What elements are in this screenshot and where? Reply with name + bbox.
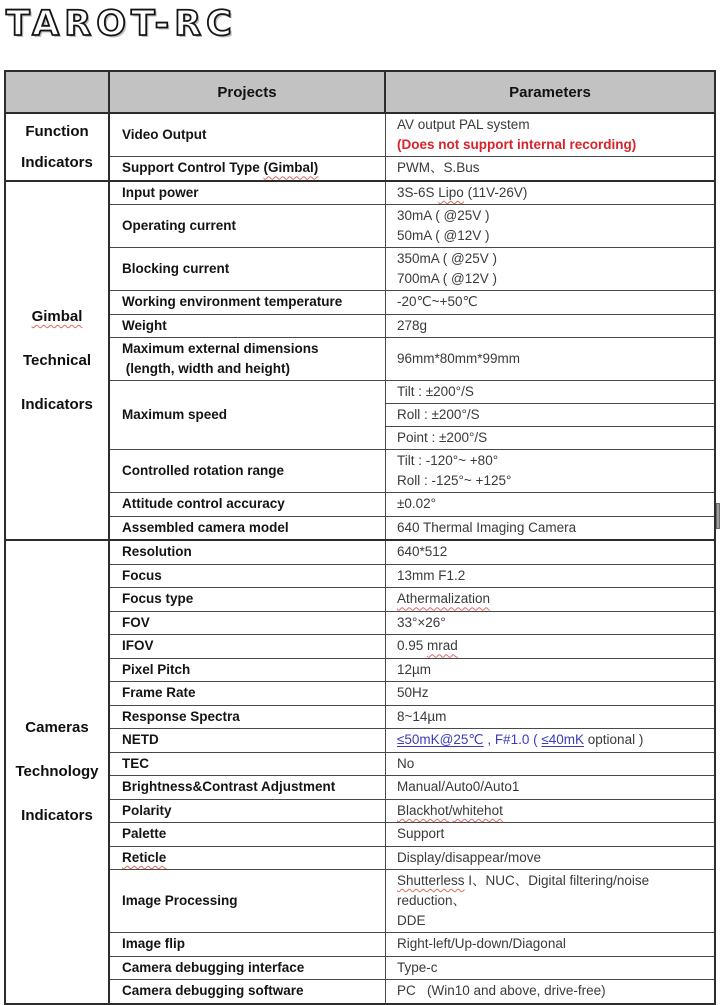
parameter-line [397, 316, 710, 336]
text-segment: Athermalization [397, 591, 491, 607]
text-segment: Indicators [21, 807, 93, 825]
project-cell [110, 753, 386, 776]
text-segment: Lipo [438, 184, 464, 200]
project-line [122, 183, 381, 203]
text-segment: Tilt : ±200°/S [397, 384, 474, 399]
project-cell [110, 957, 386, 980]
project-cell [110, 635, 386, 658]
text-segment: Working environment temperature [122, 294, 343, 310]
table-row [110, 541, 714, 564]
text-segment: Resolution [122, 544, 192, 560]
text-segment: 640 Thermal Imaging Camera [397, 519, 577, 535]
project-line [122, 824, 381, 844]
parameter-cell [386, 205, 714, 247]
parameter-line [397, 518, 710, 538]
text-segment: Controlled rotation range [122, 463, 284, 478]
text-segment: Tilt : -120°~ +80° [397, 453, 499, 468]
table-row [110, 337, 714, 380]
project-cell [110, 248, 386, 290]
parameter-line [397, 158, 710, 178]
table-row [110, 799, 714, 823]
text-segment: whitehot [452, 802, 503, 818]
parameter-sub-row [386, 381, 714, 403]
text-segment: 350mA ( @25V ) [397, 251, 497, 266]
table-row [110, 846, 714, 870]
parameter-sub-row [386, 403, 714, 426]
text-segment: 30mA ( @25V ) [397, 208, 490, 223]
project-line [122, 958, 381, 978]
text-segment: 700mA ( @12V ) [397, 271, 497, 286]
parameter-line [397, 349, 710, 369]
project-line [122, 981, 381, 1001]
header-projects-cell: Projects [110, 72, 386, 112]
parameter-cell [386, 823, 714, 846]
parameter-line [397, 824, 710, 844]
project-cell [110, 291, 386, 314]
project-line [122, 801, 381, 821]
section-label [6, 182, 110, 540]
text-segment: ≤50mK@25℃ [397, 732, 484, 748]
table-row [110, 516, 714, 540]
text-segment: Input power [122, 184, 199, 200]
table-row [110, 114, 714, 156]
text-segment: 33°×26° [397, 614, 446, 630]
parameter-cell [386, 315, 714, 338]
text-segment: (Gimbal) [263, 160, 319, 176]
text-segment: Roll : -125°~ +125° [397, 473, 512, 488]
parameter-line [397, 292, 710, 312]
text-segment: 12µm [397, 661, 432, 677]
parameter-cell [386, 493, 714, 516]
text-segment: Maximum external dimensions [122, 341, 319, 356]
project-line [122, 359, 381, 379]
section-rows [110, 541, 714, 1003]
parameter-cell [386, 753, 714, 776]
project-line [122, 292, 381, 312]
text-segment: 50mA ( @12V ) [397, 228, 490, 243]
text-segment: Pixel Pitch [122, 661, 191, 677]
project-cell [110, 823, 386, 846]
project-cell [110, 182, 386, 205]
text-segment: Support [397, 826, 445, 842]
parameter-cell [386, 847, 714, 870]
table-row [110, 634, 714, 658]
text-segment: optional ) [584, 732, 644, 748]
project-line [122, 707, 381, 727]
table-row [110, 822, 714, 846]
parameter-line [397, 754, 710, 774]
text-segment: 96mm*80mm*99mm [397, 351, 521, 366]
text-segment: PC (Win10 and above, drive-free) [397, 983, 606, 999]
project-line [122, 848, 381, 868]
project-line [122, 566, 381, 586]
text-segment: AV output PAL system [397, 117, 530, 132]
text-segment: Shutterless [397, 873, 465, 888]
text-segment: 278g [397, 317, 428, 333]
text-segment: (11V-26V) [463, 184, 528, 200]
project-line [122, 518, 381, 538]
section-rows [110, 182, 714, 540]
section-label [6, 114, 110, 180]
parameter-cell [386, 659, 714, 682]
parameter-line [397, 683, 710, 703]
project-cell [110, 682, 386, 705]
text-segment: , F#1.0 ( [483, 732, 542, 748]
parameter-line [397, 730, 710, 750]
text-segment: 0.95 [397, 638, 428, 654]
parameter-line [397, 451, 710, 471]
parameter-line [397, 777, 710, 797]
table-row [110, 752, 714, 776]
project-line [122, 158, 381, 178]
parameter-cell [386, 933, 714, 956]
text-segment: TEC [122, 755, 149, 771]
table-row [110, 492, 714, 516]
text-segment: Blocking current [122, 261, 230, 276]
text-segment: Blackhot [397, 802, 449, 818]
parameter-line [397, 660, 710, 680]
tarot-rc-logo: TAROT-RC [6, 4, 237, 44]
project-cell [110, 205, 386, 247]
table-row [110, 247, 714, 290]
project-cell [110, 980, 386, 1003]
parameter-line [397, 269, 710, 289]
project-cell [110, 847, 386, 870]
parameter-line [397, 934, 710, 954]
text-segment: Right-left/Up-down/Diagonal [397, 936, 566, 952]
project-cell [110, 450, 386, 492]
text-segment: Function [25, 122, 89, 140]
text-segment: Gimbal [31, 307, 83, 325]
project-cell [110, 800, 386, 823]
parameter-line [397, 589, 710, 609]
project-line [122, 754, 381, 774]
parameter-cell [386, 517, 714, 540]
table-row [110, 979, 714, 1003]
table-row [110, 449, 714, 492]
text-segment: 640*512 [397, 544, 448, 560]
text-segment: Support Control Type [122, 160, 264, 176]
header-parameters-cell: Parameters [509, 83, 591, 101]
project-line [122, 542, 381, 562]
project-cell [110, 706, 386, 729]
text-segment: PWM、S.Bus [397, 160, 480, 176]
parameter-cell [386, 114, 714, 156]
parameter-cell [386, 870, 714, 932]
text-segment: / [448, 802, 453, 818]
text-segment: Technology [15, 763, 99, 781]
text-segment: Video Output [122, 127, 207, 142]
parameter-cell [386, 291, 714, 314]
parameter-line [397, 471, 710, 491]
parameter-cell [386, 338, 714, 380]
table-row [110, 728, 714, 752]
project-line [122, 589, 381, 609]
text-segment: Technical [22, 351, 92, 369]
project-cell [110, 157, 386, 180]
text-segment: Operating current [122, 218, 237, 233]
text-segment: mrad [427, 638, 458, 654]
project-line [122, 613, 381, 633]
header-blank-cell [6, 72, 110, 112]
table-header-row [6, 72, 714, 114]
project-cell [110, 114, 386, 156]
text-segment: Manual/Auto0/Auto1 [397, 779, 520, 795]
text-segment: Attitude control accuracy [122, 496, 285, 512]
project-cell [110, 933, 386, 956]
parameter-cell [386, 157, 714, 180]
project-line [122, 494, 381, 514]
text-segment: Brightness&Contrast Adjustment [122, 779, 336, 795]
table-row [110, 204, 714, 247]
project-cell [110, 776, 386, 799]
text-segment: Weight [122, 317, 167, 333]
parameter-line [397, 871, 710, 911]
parameter-cell [386, 248, 714, 290]
parameter-line [397, 206, 710, 226]
text-segment: Indicators [21, 153, 93, 171]
parameter-line [397, 566, 710, 586]
text-segment: Image Processing [122, 893, 238, 908]
text-segment: 3S-6S [397, 184, 439, 200]
parameter-line [397, 249, 710, 269]
text-segment: NETD [122, 732, 159, 748]
table-row [110, 380, 714, 449]
text-segment: Camera debugging interface [122, 959, 305, 975]
project-line [122, 636, 381, 656]
parameter-line [397, 981, 710, 1001]
text-segment: IFOV [122, 638, 154, 654]
text-segment: Maximum speed [122, 407, 228, 422]
parameter-cell [386, 706, 714, 729]
text-segment: Display/disappear/move [397, 849, 542, 865]
text-segment: DDE [397, 913, 426, 928]
text-segment: Type-c [397, 959, 438, 975]
table-row [110, 182, 714, 205]
text-segment: Palette [122, 826, 167, 842]
project-line [122, 934, 381, 954]
parameter-cell [386, 541, 714, 564]
text-segment: 13mm F1.2 [397, 567, 466, 583]
project-line [122, 777, 381, 797]
parameter-cell [386, 588, 714, 611]
parameter-line [397, 135, 710, 155]
text-segment: Indicators [21, 395, 93, 413]
project-cell [110, 729, 386, 752]
text-segment: No [397, 755, 415, 771]
project-line [122, 891, 381, 911]
project-line [122, 259, 381, 279]
parameter-line [397, 636, 710, 656]
project-cell [110, 659, 386, 682]
table-row [110, 314, 714, 338]
parameter-cell [386, 381, 714, 449]
text-segment: (Does not support internal recording) [397, 137, 637, 152]
table-row [110, 705, 714, 729]
parameter-cell [386, 980, 714, 1003]
project-cell [110, 338, 386, 380]
table-row [110, 587, 714, 611]
parameter-cell [386, 182, 714, 205]
text-segment: 8~14µm [397, 708, 447, 724]
section-label [6, 541, 110, 1003]
parameter-cell [386, 776, 714, 799]
table-row [110, 932, 714, 956]
parameter-cell [386, 565, 714, 588]
project-line [122, 730, 381, 750]
text-segment: -20℃~+50℃ [397, 294, 478, 310]
table-row [110, 956, 714, 980]
parameter-line [397, 183, 710, 203]
parameter-cell [386, 635, 714, 658]
parameter-cell [386, 450, 714, 492]
project-cell [110, 381, 386, 449]
parameter-line [397, 613, 710, 633]
project-line [122, 216, 381, 236]
project-cell [110, 315, 386, 338]
parameter-line [397, 707, 710, 727]
text-segment: Focus type [122, 591, 194, 607]
project-cell [110, 517, 386, 540]
text-segment: (length, width and height) [122, 361, 290, 376]
parameter-line [397, 801, 710, 821]
section-function-indicators [6, 114, 714, 180]
text-segment: Reticle [122, 849, 167, 865]
parameter-cell [386, 729, 714, 752]
table-row [110, 611, 714, 635]
table-row [110, 564, 714, 588]
parameter-cell [386, 612, 714, 635]
text-segment: ≤40mK [541, 732, 585, 748]
text-segment: Assembled camera model [122, 519, 289, 535]
table-row [110, 681, 714, 705]
parameter-line [397, 226, 710, 246]
table-row [110, 290, 714, 314]
spec-table-body [6, 114, 714, 1003]
section-cameras-technology-indicators [6, 539, 714, 1003]
project-line [122, 660, 381, 680]
text-segment: Frame Rate [122, 685, 196, 701]
table-row [110, 658, 714, 682]
parameter-cell [386, 682, 714, 705]
text-segment: Cameras [25, 719, 89, 737]
spec-table [4, 70, 716, 1005]
parameter-line [397, 494, 710, 514]
text-segment: Polarity [122, 802, 172, 818]
project-cell [110, 565, 386, 588]
project-line [122, 405, 381, 425]
project-cell [110, 493, 386, 516]
text-segment: ±0.02° [397, 496, 437, 512]
parameter-sub-row [386, 426, 714, 449]
text-segment: Camera debugging software [122, 983, 304, 999]
table-row [110, 775, 714, 799]
table-row [110, 156, 714, 180]
text-segment: I、NUC、Digital filtering/noise reduction、 [397, 873, 653, 908]
parameter-line [397, 115, 710, 135]
table-row [110, 869, 714, 932]
project-cell [110, 612, 386, 635]
parameter-line [397, 958, 710, 978]
parameter-line [397, 911, 710, 931]
scrollbar-thumb[interactable] [716, 503, 720, 529]
project-line [122, 683, 381, 703]
text-segment: Image flip [122, 936, 186, 952]
parameter-cell [386, 800, 714, 823]
project-line [122, 125, 381, 145]
parameter-line [397, 848, 710, 868]
project-cell [110, 541, 386, 564]
text-segment: Response Spectra [122, 708, 240, 724]
text-segment: Focus [122, 567, 162, 583]
parameter-line [397, 542, 710, 562]
section-gimbal-technical-indicators [6, 180, 714, 540]
text-segment: FOV [122, 614, 150, 630]
section-rows [110, 114, 714, 180]
project-cell [110, 588, 386, 611]
text-segment: 50Hz [397, 685, 429, 701]
text-segment: Point : ±200°/S [397, 430, 488, 445]
text-segment: Roll : ±200°/S [397, 407, 480, 422]
project-cell [110, 870, 386, 932]
project-line [122, 316, 381, 336]
project-line [122, 461, 381, 481]
project-line [122, 339, 381, 359]
parameter-cell [386, 957, 714, 980]
